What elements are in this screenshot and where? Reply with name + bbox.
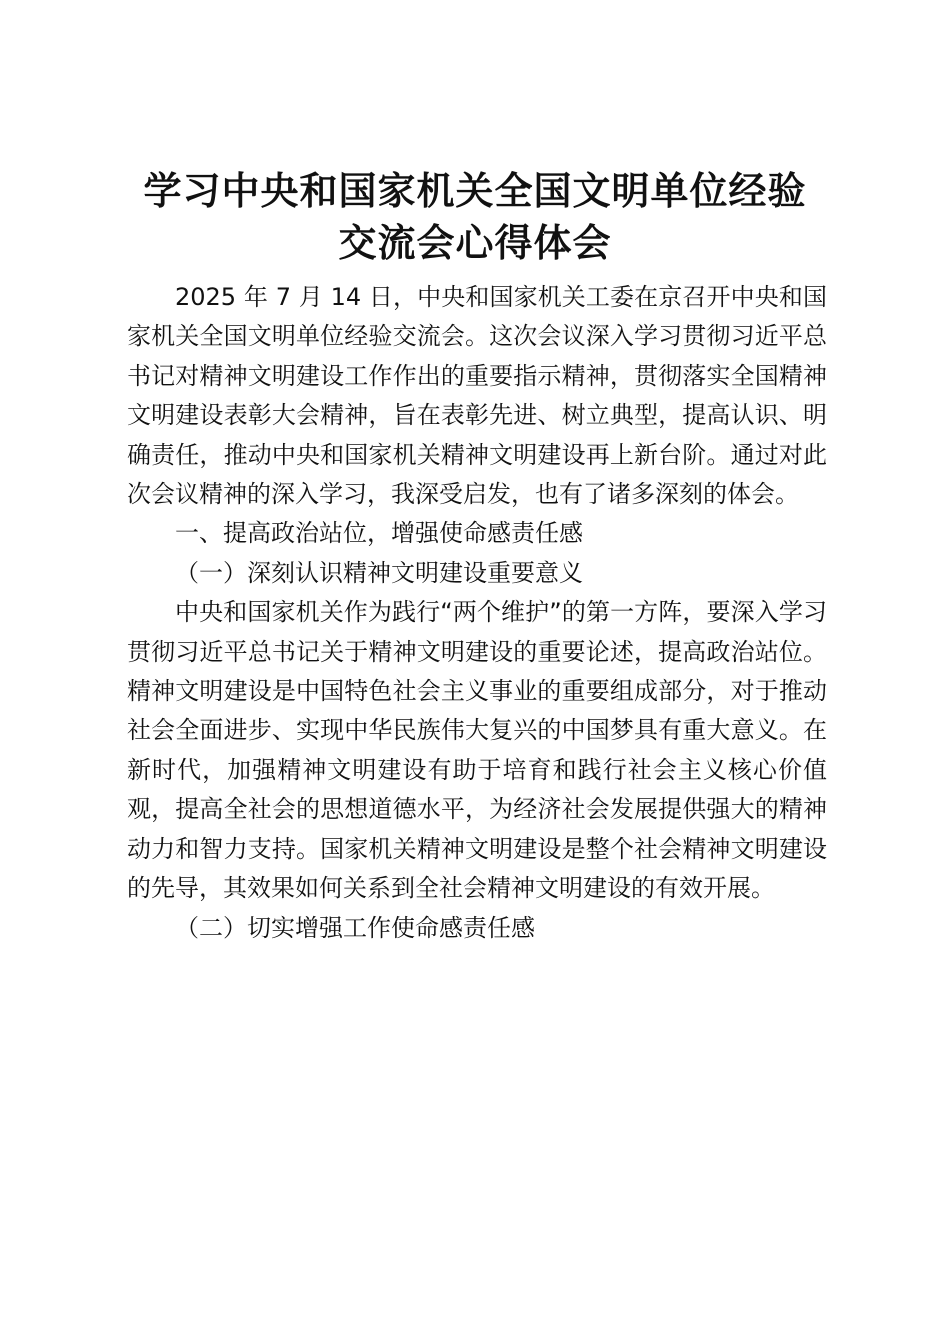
subsection-heading-2: （二）切实增强工作使命感责任感 xyxy=(175,913,535,942)
subsection-heading-1: （一）深刻认识精神文明建设重要意义 xyxy=(175,558,583,587)
intro-paragraph: 2025 年 7 月 14 日，中央和国家机关工委在京召开中央和国家机关全国文明单位经验交流会。这次会议深入学习贯彻习近平总书记对精神文明建设工作作出的重要指示精神，贯彻落实全国精神文明建设表彰大会精神，旨在表彰先进、树立典型，提高认识、明确责任，推动中央和国家机关精神文明建设再上新台阶。通过对此次会议精神的深入学习，我深受启发，也有了诸多深刻的体会。 xyxy=(127,283,827,509)
title-line-1: 学习中央和国家机关全国文明单位经验 xyxy=(143,169,807,213)
body-paragraph-1: 中央和国家机关作为践行“两个维护”的第一方阵，要深入学习贯彻习近平总书记关于精神文明建设的重要论述，提高政治站位。精神文明建设是中国特色社会主义事业的重要组成部分，对于推动社会全面进步、实现中华民族伟大复兴的中国梦具有重大意义。在新时代，加强精神文明建设有助于培育和践行社会主义核心价值观，提高全社会的思想道德水平，为经济社会发展提供强大的精神动力和智力支持。国家机关精神文明建设是整个社会精神文明建设的先导，其效果如何关系到全社会精神文明建设的有效开展。 xyxy=(127,598,827,903)
document-title xyxy=(110,165,840,269)
document-body xyxy=(127,278,827,948)
title-line-2: 交流会心得体会 xyxy=(338,221,612,265)
section-heading-1: 一、提高政治站位，增强使命感责任感 xyxy=(175,519,583,548)
